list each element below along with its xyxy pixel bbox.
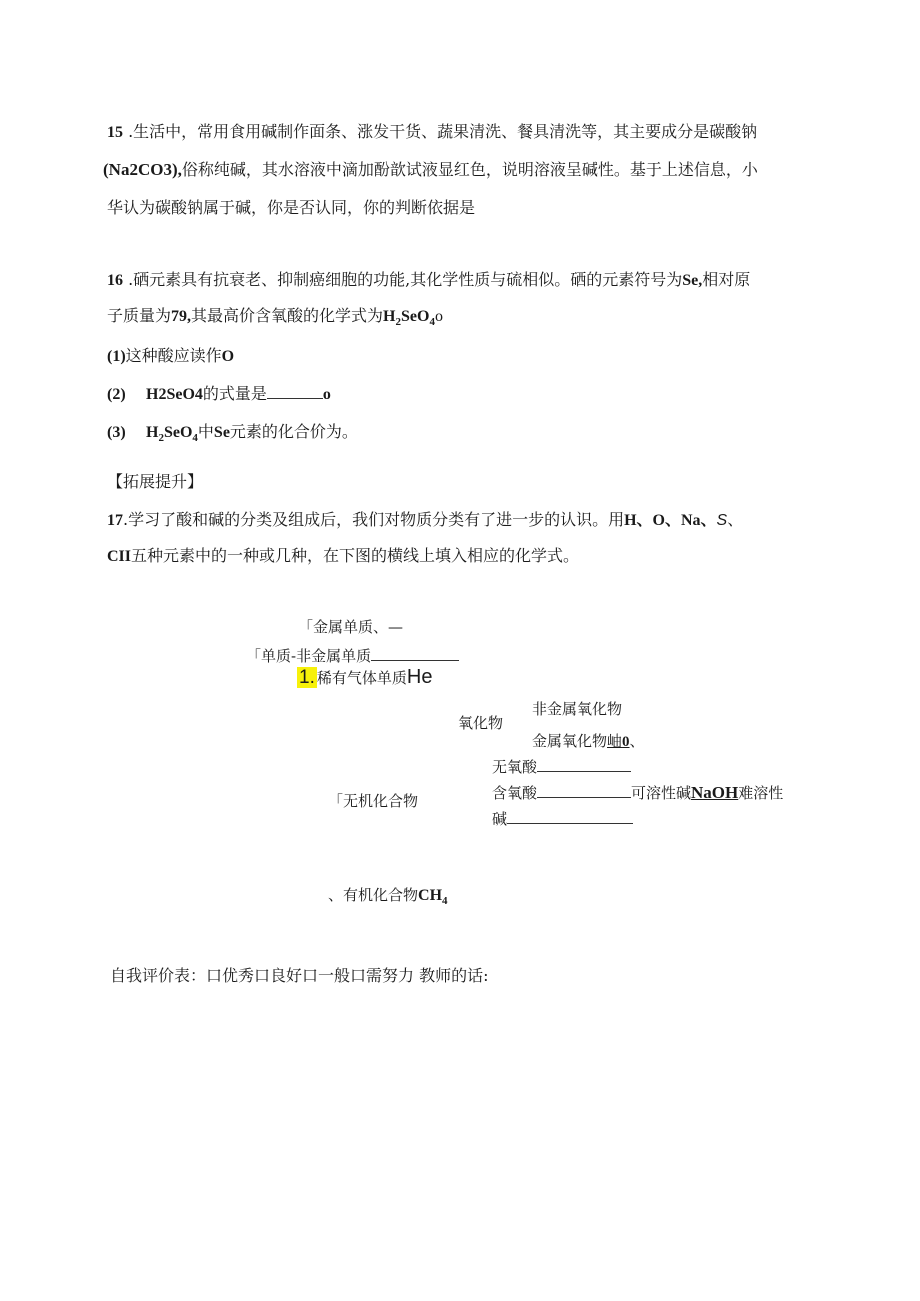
q16-sub3-formula: $H_2SeO_4$ [146,424,198,445]
q17-element-s: S [716,512,728,529]
q17-comma: 、 [727,510,744,529]
q17-number: 17 [107,512,123,529]
q16-sub2-formula: H2SeO4 [146,386,203,403]
q15-formula: (Na2CO3), [103,160,182,179]
tree-simple-label: 「单质-非金属单质 [246,647,372,665]
tree-metal-oxide-end: 、 [629,732,645,750]
q17-line2 [107,544,579,569]
tree-noble-row [297,666,432,689]
tree-simple-row [246,645,459,666]
tree-noble-answer: He [406,666,433,688]
q16-sub2-blank[interactable] [267,384,323,399]
q16-text-2a: 子质量为 [107,306,172,325]
tree-oxy-acid-label: 含氧酸 [492,784,538,802]
section-title: 【拓展提升】 [107,472,204,491]
q15-line1 [107,120,757,145]
q17-element-cl: CII [107,548,132,565]
q16-number: 16 [107,272,123,289]
q16-line1 [107,268,750,293]
tree-metal-simple: 「金属单质、— [298,618,404,636]
q17-elements: H、O、Na、 [624,512,717,529]
q16-sub3 [107,420,358,450]
tree-base-char: 碱 [492,810,508,828]
tree-insoluble-base-blank[interactable] [507,809,633,824]
tree-soluble-base-answer: NaOH [691,783,739,802]
q16-se-symbol: Se, [682,272,703,289]
q16-atomic-mass: 79, [171,308,192,325]
q15-number: 15 [107,124,123,141]
tree-nonmetal-oxide: 非金属氧化物 [532,700,623,718]
q16-text-2b: 其最高价含氧酸的化学式为 [191,306,384,325]
q16-text-1b: 相对原 [702,270,751,289]
q16-sub2-text: 的式量是 [202,384,267,403]
q16-text-1a: .硒元素具有抗衰老、抑制癌细胞的功能,其化学性质与硫相似。硒的元素符号为 [128,270,683,289]
q16-sub2 [107,382,331,407]
tree-organic-answer: $CH_4$ [418,887,448,908]
tree-base-row [492,808,633,829]
tree-inorganic: 「无机化合物 [328,792,419,810]
q16-sub2-end: o [322,386,331,403]
q16-sub1 [107,344,234,369]
tree-oxyfree-acid-row [492,756,631,777]
q15-line3 [107,196,475,220]
q16-acid-formula: $H_2SeO_4o$ [383,308,443,329]
q16-sub3-label: (3) [107,424,126,441]
tree-oxyfree-acid-label: 无氧酸 [492,758,538,776]
q17-text-1: .学习了酸和碱的分类及组成后，我们对物质分类有了进一步的认识。用 [123,510,625,529]
q15-text-1: .生活中，常用食用碱制作面条、涨发干货、蔬果清洗、餐具清洗等，其主要成分是碳酸钠 [128,122,758,141]
q16-sub3-se: Se [213,424,230,441]
tree-noble-label: 稀有气体单质 [316,669,407,687]
tree-oxy-acid-blank[interactable] [537,783,631,798]
q17-line1 [107,508,743,533]
tree-oxy-acid-row [492,782,783,803]
tree-insoluble-base-label: 难溶性 [738,784,784,802]
q16-sub3-mid: 中 [197,422,214,441]
tree-organic-row [328,884,448,907]
tree-metal-oxide-answer: 岫0 [607,732,630,750]
q15-line2 [103,158,758,182]
tree-metal-oxide-row [532,730,645,751]
tree-oxyfree-acid-blank[interactable] [537,757,631,772]
q16-line2 [107,304,443,334]
tree-noble-number: 1. [299,667,315,688]
tree-oxide: 氧化物 [458,714,504,732]
q15-text-2: 俗称纯碱，其水溶液中滴加酚歆试液显红色，说明溶液呈碱性。基于上述信息，小 [181,160,758,179]
q16-sub1-end: O [221,348,235,365]
q16-sub3-text: 元素的化合价为。 [229,422,358,441]
q16-sub1-label: (1) [107,348,126,365]
tree-soluble-base-label: 可溶性碱 [631,784,692,802]
tree-organic-label: 、有机化合物 [328,886,419,904]
tree-metal-oxide-label: 金属氧化物 [532,732,608,750]
self-evaluation: 自我评价表：口优秀口良好口一般口需努力 教师的话: [110,966,489,985]
tree-nonmetal-simple-blank[interactable] [371,646,459,661]
q15-text-3: 华认为碳酸钠属于碱，你是否认同，你的判断依据是 [107,198,476,217]
q16-sub2-label: (2) [107,386,126,403]
q17-text-2: 五种元素中的一种或几种，在下图的横线上填入相应的化学式。 [131,546,580,565]
q16-sub1-text: 这种酸应读作 [125,346,222,365]
